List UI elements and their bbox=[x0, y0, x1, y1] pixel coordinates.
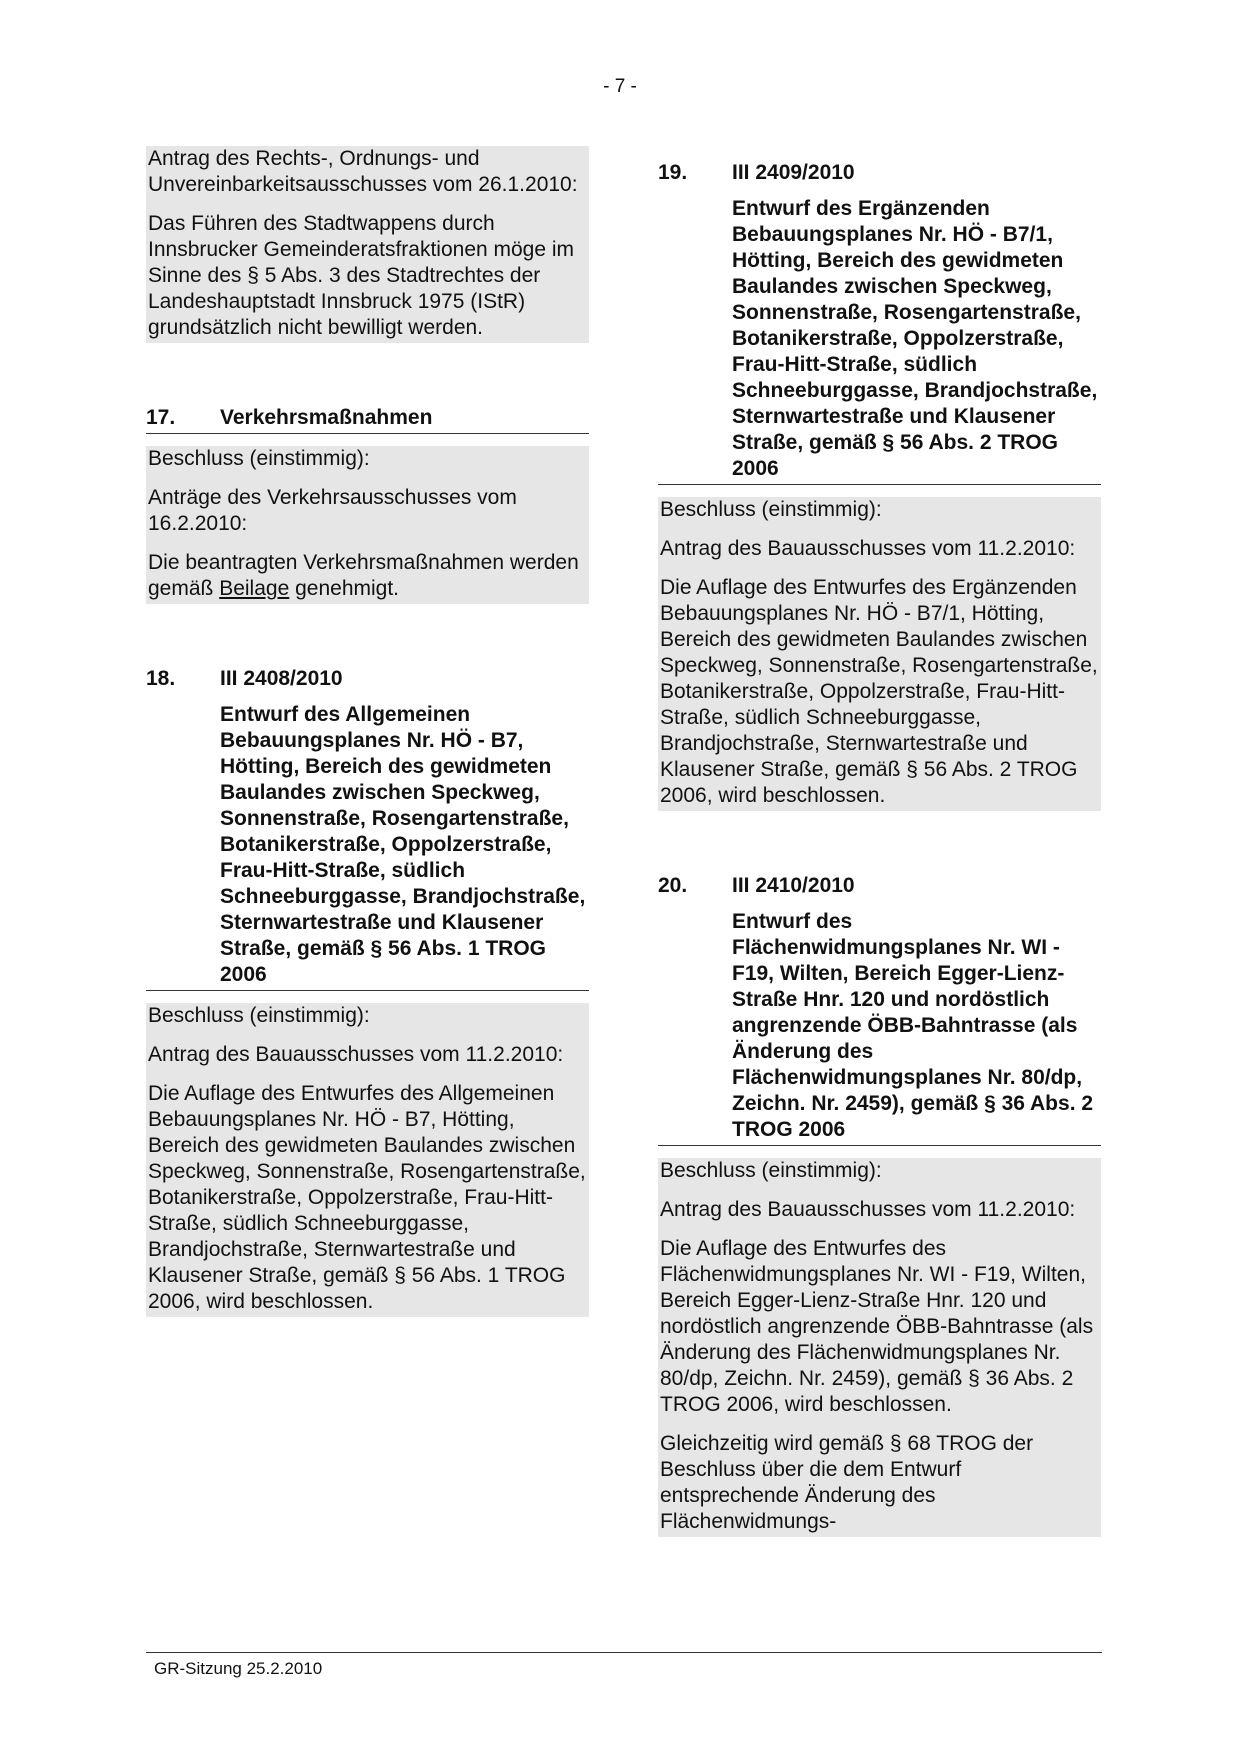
item-19-decision: Beschluss (einstimmig): bbox=[660, 498, 882, 521]
item-20-heading bbox=[658, 873, 1101, 1146]
left-column bbox=[146, 146, 589, 1317]
beilage-link[interactable]: Beilage bbox=[219, 577, 290, 600]
item-18-decision: Beschluss (einstimmig): bbox=[148, 1004, 370, 1027]
item-20-title: Entwurf des Flächenwidmungsplanes Nr. WI - F19, Wilten, Bereich Egger-Lienz-Straße Hnr. 120 und nordöstlich angrenzende ÖBB-Bahntrasse (als Änderung des Flächenwidmungsplanes Nr. 80/dp, Zeichn. Nr. 2459), gemäß § 36 Abs. 2 TROG 2006 bbox=[732, 910, 1094, 1141]
item-17-body bbox=[146, 446, 589, 604]
item-18-ref: III 2408/2010 bbox=[220, 667, 343, 690]
item-17-heading bbox=[146, 405, 589, 434]
footer-session-date: GR-Sitzung 25.2.2010 bbox=[154, 1659, 323, 1678]
item-17-motion: Anträge des Verkehrsausschusses vom 16.2.2010: bbox=[148, 486, 517, 535]
footer-divider bbox=[146, 1652, 1102, 1653]
item-20-body bbox=[658, 1158, 1101, 1537]
item-17-title: Verkehrsmaßnahmen bbox=[220, 406, 433, 429]
item-17-decision: Beschluss (einstimmig): bbox=[148, 447, 370, 470]
item-20-ref: III 2410/2010 bbox=[732, 874, 855, 897]
carryover-text: Das Führen des Stadtwappens durch Innsbrucker Gemeinderatsfraktionen möge im Sinne des § 5 Abs. 3 des Stadtrechtes der Landeshauptstadt Innsbruck 1975 (IStR) grundsätzlich nicht bewilligt werden. bbox=[148, 212, 575, 339]
item-17-number: 17. bbox=[146, 406, 176, 429]
item-20-text: Die Auflage des Entwurfes des Flächenwidmungsplanes Nr. WI - F19, Wilten, Bereich Egger-Lienz-Straße Hnr. 120 und nordöstlich angrenzende ÖBB-Bahntrasse (als Änderung des Flächenwidmungsplanes Nr. 80/dp, Zeichn. Nr. 2459), gemäß § 36 Abs. 2 TROG 2006, wird beschlossen. bbox=[660, 1237, 1094, 1416]
item-20-text-continued: Gleichzeitig wird gemäß § 68 TROG der Beschluss über die dem Entwurf entsprechende Änderung des Flächenwidmungs- bbox=[660, 1432, 1034, 1533]
item-19-text: Die Auflage des Entwurfes des Ergänzenden Bebauungsplanes Nr. HÖ - B7/1, Hötting, Bereich des gewidmeten Baulandes zwischen Speckweg, Sonnenstraße, Rosengartenstraße, Botanikerstraße, Oppolzerstraße, Frau-Hitt-Straße, südlich Schneeburggasse, Brandjochstraße, Sternwartestraße und Klausener Straße, gemäß § 56 Abs. 2 TROG 2006, wird beschlossen. bbox=[660, 576, 1098, 807]
item-18-heading bbox=[146, 666, 589, 991]
item-18-text: Die Auflage des Entwurfes des Allgemeinen Bebauungsplanes Nr. HÖ - B7, Hötting, Bereich des gewidmeten Baulandes zwischen Speckweg, Sonnenstraße, Rosengartenstraße, Botanikerstraße, Oppolzerstraße, Frau-Hitt-Straße, südlich Schneeburggasse, Brandjochstraße, Sternwartestraße und Klausener Straße, gemäß § 56 Abs. 1 TROG 2006, wird beschlossen. bbox=[148, 1082, 586, 1313]
item-19-motion: Antrag des Bauausschusses vom 11.2.2010: bbox=[660, 537, 1076, 560]
item-19-number: 19. bbox=[658, 161, 688, 184]
item-20-motion: Antrag des Bauausschusses vom 11.2.2010: bbox=[660, 1198, 1076, 1221]
item-20-decision: Beschluss (einstimmig): bbox=[660, 1159, 882, 1182]
item-18-motion: Antrag des Bauausschusses vom 11.2.2010: bbox=[148, 1043, 564, 1066]
carryover-motion: Antrag des Rechts-, Ordnungs- und Unvereinbarkeitsausschusses vom 26.1.2010: bbox=[148, 147, 578, 196]
item-20-number: 20. bbox=[658, 874, 688, 897]
item-19-ref: III 2409/2010 bbox=[732, 161, 855, 184]
item-19-heading bbox=[658, 160, 1101, 485]
right-column bbox=[658, 160, 1101, 1537]
item-18-body bbox=[146, 1003, 589, 1317]
item-17-text: Die beantragten Verkehrsmaßnahmen werden gemäß Beilage genehmigt. bbox=[148, 551, 579, 600]
item-19-body bbox=[658, 497, 1101, 811]
page-number: - 7 - bbox=[603, 76, 637, 97]
carryover-block bbox=[146, 146, 589, 343]
item-18-title: Entwurf des Allgemeinen Bebauungsplanes Nr. HÖ - B7, Hötting, Bereich des gewidmeten Baulandes zwischen Speckweg, Sonnenstraße, Rosengartenstraße, Botanikerstraße, Oppolzerstraße, Frau-Hitt-Straße, südlich Schneeburggasse, Brandjochstraße, Sternwartestraße und Klausener Straße, gemäß § 56 Abs. 1 TROG 2006 bbox=[220, 703, 586, 986]
item-19-title: Entwurf des Ergänzenden Bebauungsplanes Nr. HÖ - B7/1, Hötting, Bereich des gewidmeten Baulandes zwischen Speckweg, Sonnenstraße, Rosengartenstraße, Botanikerstraße, Oppolzerstraße, Frau-Hitt-Straße, südlich Schneeburggasse, Brandjochstraße, Sternwartestraße und Klausener Straße, gemäß § 56 Abs. 2 TROG 2006 bbox=[732, 197, 1098, 480]
item-18-number: 18. bbox=[146, 667, 176, 690]
